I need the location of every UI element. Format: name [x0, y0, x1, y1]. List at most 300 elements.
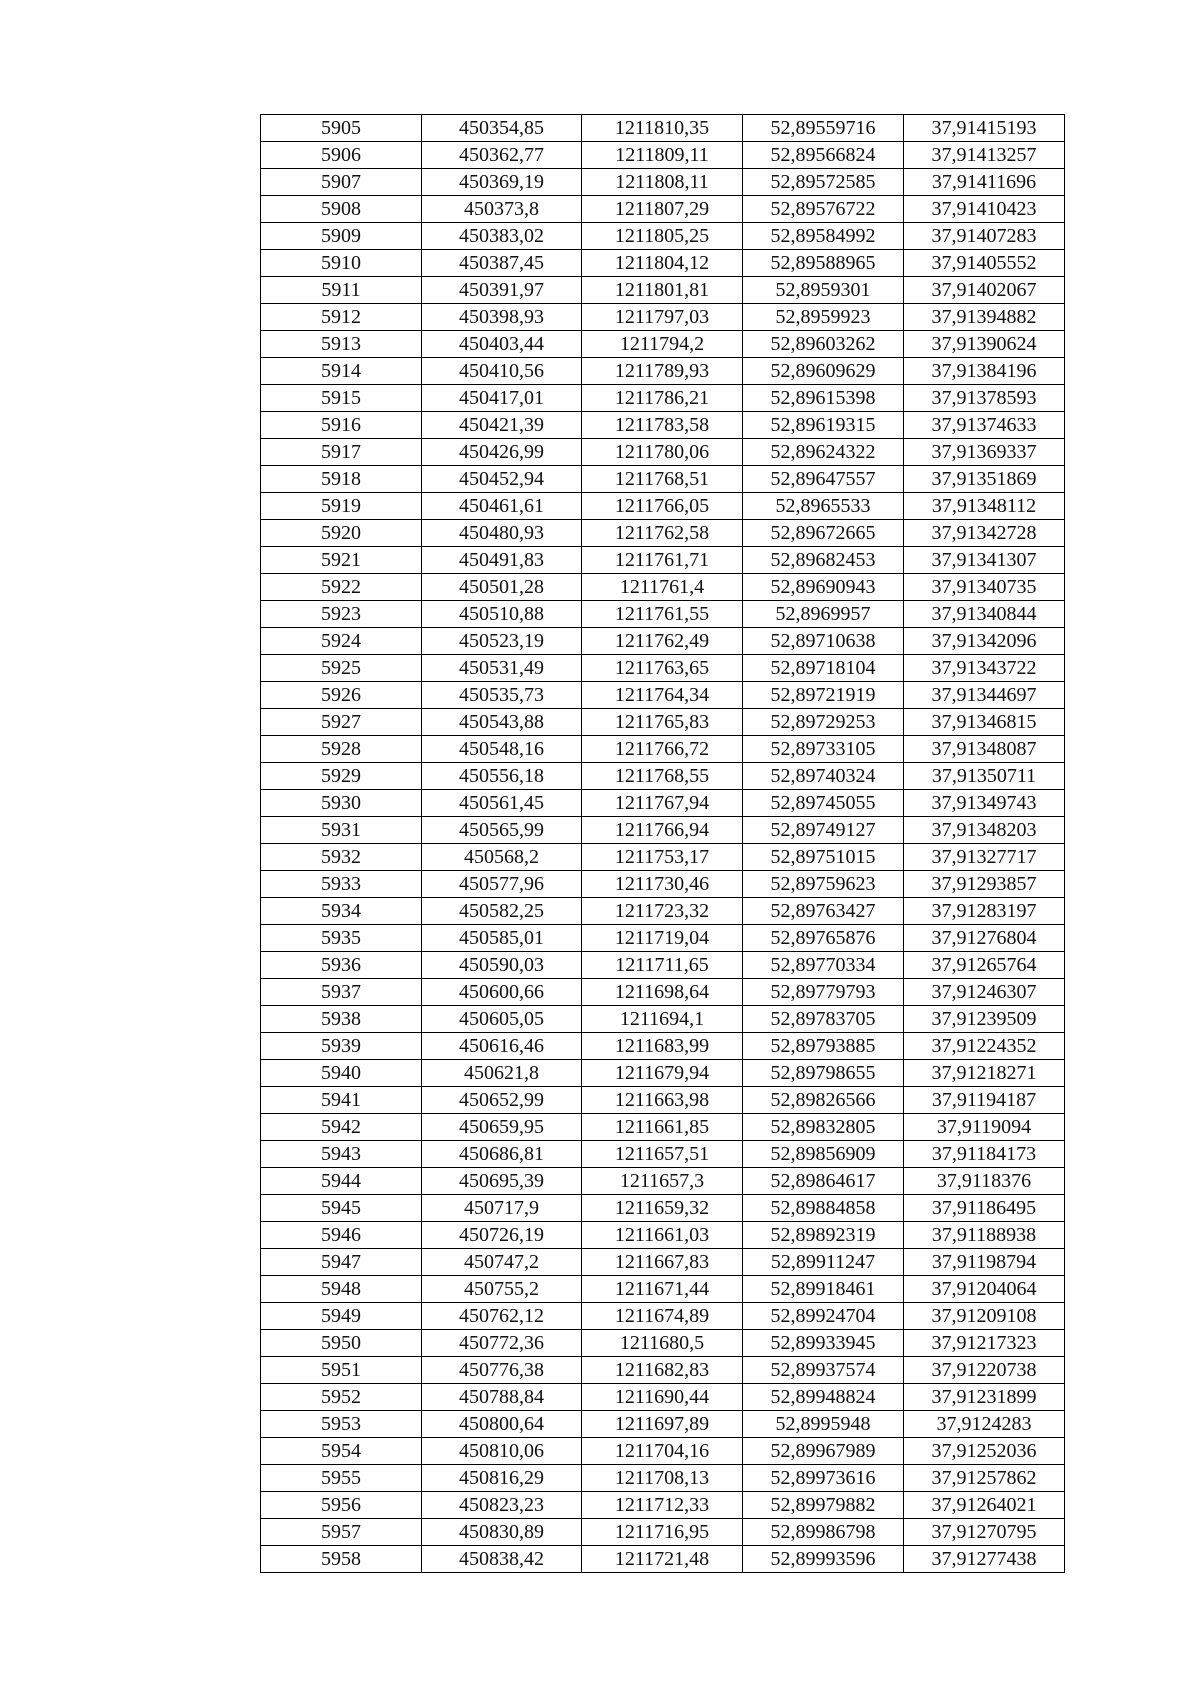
table-row — [261, 412, 1065, 439]
longitude-cell: 37,91231899 — [904, 1384, 1065, 1411]
latitude-cell: 52,89729253 — [743, 709, 904, 736]
longitude-cell: 37,91327717 — [904, 844, 1065, 871]
table-row — [261, 547, 1065, 574]
latitude-cell: 52,8995948 — [743, 1411, 904, 1438]
point-number-cell: 5915 — [261, 385, 422, 412]
table-row — [261, 1438, 1065, 1465]
latitude-cell: 52,89918461 — [743, 1276, 904, 1303]
latitude-cell: 52,89933945 — [743, 1330, 904, 1357]
y-coordinate-cell: 1211697,89 — [582, 1411, 743, 1438]
x-coordinate-cell: 450535,73 — [422, 682, 582, 709]
point-number-cell: 5929 — [261, 763, 422, 790]
point-number-cell: 5908 — [261, 196, 422, 223]
latitude-cell: 52,89682453 — [743, 547, 904, 574]
longitude-cell: 37,91277438 — [904, 1546, 1065, 1573]
point-number-cell: 5938 — [261, 1006, 422, 1033]
table-row — [261, 1087, 1065, 1114]
table-row — [261, 628, 1065, 655]
table-row — [261, 1060, 1065, 1087]
point-number-cell: 5924 — [261, 628, 422, 655]
table-row — [261, 169, 1065, 196]
longitude-cell: 37,91188938 — [904, 1222, 1065, 1249]
x-coordinate-cell: 450421,39 — [422, 412, 582, 439]
point-number-cell: 5943 — [261, 1141, 422, 1168]
longitude-cell: 37,91402067 — [904, 277, 1065, 304]
y-coordinate-cell: 1211711,65 — [582, 952, 743, 979]
table-row — [261, 1546, 1065, 1573]
longitude-cell: 37,91343722 — [904, 655, 1065, 682]
table-row — [261, 196, 1065, 223]
point-number-cell: 5930 — [261, 790, 422, 817]
longitude-cell: 37,91257862 — [904, 1465, 1065, 1492]
longitude-cell: 37,91276804 — [904, 925, 1065, 952]
longitude-cell: 37,91265764 — [904, 952, 1065, 979]
x-coordinate-cell: 450410,56 — [422, 358, 582, 385]
x-coordinate-cell: 450582,25 — [422, 898, 582, 925]
table-row — [261, 439, 1065, 466]
point-number-cell: 5905 — [261, 115, 422, 142]
y-coordinate-cell: 1211704,16 — [582, 1438, 743, 1465]
x-coordinate-cell: 450501,28 — [422, 574, 582, 601]
x-coordinate-cell: 450810,06 — [422, 1438, 582, 1465]
latitude-cell: 52,89759623 — [743, 871, 904, 898]
longitude-cell: 37,91374633 — [904, 412, 1065, 439]
x-coordinate-cell: 450354,85 — [422, 115, 582, 142]
longitude-cell: 37,91348203 — [904, 817, 1065, 844]
y-coordinate-cell: 1211719,04 — [582, 925, 743, 952]
y-coordinate-cell: 1211764,34 — [582, 682, 743, 709]
point-number-cell: 5950 — [261, 1330, 422, 1357]
point-number-cell: 5952 — [261, 1384, 422, 1411]
point-number-cell: 5945 — [261, 1195, 422, 1222]
longitude-cell: 37,91194187 — [904, 1087, 1065, 1114]
x-coordinate-cell: 450776,38 — [422, 1357, 582, 1384]
point-number-cell: 5922 — [261, 574, 422, 601]
table-row — [261, 1114, 1065, 1141]
table-row — [261, 898, 1065, 925]
longitude-cell: 37,91270795 — [904, 1519, 1065, 1546]
point-number-cell: 5916 — [261, 412, 422, 439]
y-coordinate-cell: 1211761,71 — [582, 547, 743, 574]
longitude-cell: 37,91344697 — [904, 682, 1065, 709]
x-coordinate-cell: 450531,49 — [422, 655, 582, 682]
y-coordinate-cell: 1211663,98 — [582, 1087, 743, 1114]
table-row — [261, 1519, 1065, 1546]
table-row — [261, 115, 1065, 142]
longitude-cell: 37,91209108 — [904, 1303, 1065, 1330]
y-coordinate-cell: 1211761,55 — [582, 601, 743, 628]
table-row — [261, 925, 1065, 952]
point-number-cell: 5953 — [261, 1411, 422, 1438]
x-coordinate-cell: 450426,99 — [422, 439, 582, 466]
point-number-cell: 5958 — [261, 1546, 422, 1573]
table-row — [261, 1465, 1065, 1492]
point-number-cell: 5925 — [261, 655, 422, 682]
table-row — [261, 304, 1065, 331]
y-coordinate-cell: 1211721,48 — [582, 1546, 743, 1573]
latitude-cell: 52,89793885 — [743, 1033, 904, 1060]
latitude-cell: 52,89566824 — [743, 142, 904, 169]
latitude-cell: 52,89740324 — [743, 763, 904, 790]
longitude-cell: 37,91350711 — [904, 763, 1065, 790]
y-coordinate-cell: 1211694,1 — [582, 1006, 743, 1033]
point-number-cell: 5939 — [261, 1033, 422, 1060]
y-coordinate-cell: 1211753,17 — [582, 844, 743, 871]
point-number-cell: 5954 — [261, 1438, 422, 1465]
table-row — [261, 682, 1065, 709]
latitude-cell: 52,89911247 — [743, 1249, 904, 1276]
longitude-cell: 37,91411696 — [904, 169, 1065, 196]
latitude-cell: 52,8965533 — [743, 493, 904, 520]
y-coordinate-cell: 1211801,81 — [582, 277, 743, 304]
y-coordinate-cell: 1211805,25 — [582, 223, 743, 250]
y-coordinate-cell: 1211657,51 — [582, 1141, 743, 1168]
x-coordinate-cell: 450717,9 — [422, 1195, 582, 1222]
point-number-cell: 5909 — [261, 223, 422, 250]
longitude-cell: 37,9118376 — [904, 1168, 1065, 1195]
x-coordinate-cell: 450491,83 — [422, 547, 582, 574]
x-coordinate-cell: 450398,93 — [422, 304, 582, 331]
x-coordinate-cell: 450565,99 — [422, 817, 582, 844]
latitude-cell: 52,89749127 — [743, 817, 904, 844]
point-number-cell: 5956 — [261, 1492, 422, 1519]
x-coordinate-cell: 450480,93 — [422, 520, 582, 547]
latitude-cell: 52,89973616 — [743, 1465, 904, 1492]
longitude-cell: 37,91220738 — [904, 1357, 1065, 1384]
longitude-cell: 37,91342096 — [904, 628, 1065, 655]
table-row — [261, 223, 1065, 250]
latitude-cell: 52,89603262 — [743, 331, 904, 358]
point-number-cell: 5941 — [261, 1087, 422, 1114]
latitude-cell: 52,8969957 — [743, 601, 904, 628]
y-coordinate-cell: 1211767,94 — [582, 790, 743, 817]
longitude-cell: 37,91224352 — [904, 1033, 1065, 1060]
point-number-cell: 5917 — [261, 439, 422, 466]
point-number-cell: 5918 — [261, 466, 422, 493]
y-coordinate-cell: 1211708,13 — [582, 1465, 743, 1492]
latitude-cell: 52,89672665 — [743, 520, 904, 547]
x-coordinate-cell: 450788,84 — [422, 1384, 582, 1411]
point-number-cell: 5948 — [261, 1276, 422, 1303]
table-row — [261, 1330, 1065, 1357]
y-coordinate-cell: 1211761,4 — [582, 574, 743, 601]
x-coordinate-cell: 450686,81 — [422, 1141, 582, 1168]
longitude-cell: 37,91390624 — [904, 331, 1065, 358]
latitude-cell: 52,89826566 — [743, 1087, 904, 1114]
x-coordinate-cell: 450652,99 — [422, 1087, 582, 1114]
latitude-cell: 52,89798655 — [743, 1060, 904, 1087]
longitude-cell: 37,91246307 — [904, 979, 1065, 1006]
longitude-cell: 37,91283197 — [904, 898, 1065, 925]
latitude-cell: 52,89733105 — [743, 736, 904, 763]
table-row — [261, 142, 1065, 169]
point-number-cell: 5931 — [261, 817, 422, 844]
y-coordinate-cell: 1211659,32 — [582, 1195, 743, 1222]
x-coordinate-cell: 450543,88 — [422, 709, 582, 736]
point-number-cell: 5910 — [261, 250, 422, 277]
table-row — [261, 1141, 1065, 1168]
y-coordinate-cell: 1211766,72 — [582, 736, 743, 763]
y-coordinate-cell: 1211809,11 — [582, 142, 743, 169]
x-coordinate-cell: 450800,64 — [422, 1411, 582, 1438]
x-coordinate-cell: 450556,18 — [422, 763, 582, 790]
y-coordinate-cell: 1211682,83 — [582, 1357, 743, 1384]
latitude-cell: 52,89745055 — [743, 790, 904, 817]
x-coordinate-cell: 450621,8 — [422, 1060, 582, 1087]
longitude-cell: 37,9124283 — [904, 1411, 1065, 1438]
point-number-cell: 5942 — [261, 1114, 422, 1141]
x-coordinate-cell: 450585,01 — [422, 925, 582, 952]
x-coordinate-cell: 450452,94 — [422, 466, 582, 493]
latitude-cell: 52,89979882 — [743, 1492, 904, 1519]
table-row — [261, 979, 1065, 1006]
point-number-cell: 5921 — [261, 547, 422, 574]
table-row — [261, 1303, 1065, 1330]
latitude-cell: 52,89559716 — [743, 115, 904, 142]
point-number-cell: 5955 — [261, 1465, 422, 1492]
y-coordinate-cell: 1211671,44 — [582, 1276, 743, 1303]
x-coordinate-cell: 450605,05 — [422, 1006, 582, 1033]
table-row — [261, 520, 1065, 547]
latitude-cell: 52,89588965 — [743, 250, 904, 277]
x-coordinate-cell: 450695,39 — [422, 1168, 582, 1195]
y-coordinate-cell: 1211657,3 — [582, 1168, 743, 1195]
y-coordinate-cell: 1211712,33 — [582, 1492, 743, 1519]
latitude-cell: 52,89751015 — [743, 844, 904, 871]
point-number-cell: 5914 — [261, 358, 422, 385]
table-row — [261, 817, 1065, 844]
point-number-cell: 5957 — [261, 1519, 422, 1546]
latitude-cell: 52,89892319 — [743, 1222, 904, 1249]
y-coordinate-cell: 1211762,58 — [582, 520, 743, 547]
point-number-cell: 5933 — [261, 871, 422, 898]
x-coordinate-cell: 450369,19 — [422, 169, 582, 196]
y-coordinate-cell: 1211680,5 — [582, 1330, 743, 1357]
longitude-cell: 37,91293857 — [904, 871, 1065, 898]
table-row — [261, 1168, 1065, 1195]
latitude-cell: 52,89615398 — [743, 385, 904, 412]
point-number-cell: 5912 — [261, 304, 422, 331]
latitude-cell: 52,89856909 — [743, 1141, 904, 1168]
longitude-cell: 37,91351869 — [904, 466, 1065, 493]
table-row — [261, 277, 1065, 304]
x-coordinate-cell: 450838,42 — [422, 1546, 582, 1573]
latitude-cell: 52,89619315 — [743, 412, 904, 439]
y-coordinate-cell: 1211679,94 — [582, 1060, 743, 1087]
table-row — [261, 1006, 1065, 1033]
y-coordinate-cell: 1211804,12 — [582, 250, 743, 277]
coordinates-table-body — [261, 115, 1065, 1573]
latitude-cell: 52,89690943 — [743, 574, 904, 601]
longitude-cell: 37,91340844 — [904, 601, 1065, 628]
latitude-cell: 52,89609629 — [743, 358, 904, 385]
table-row — [261, 1357, 1065, 1384]
x-coordinate-cell: 450387,45 — [422, 250, 582, 277]
x-coordinate-cell: 450747,2 — [422, 1249, 582, 1276]
x-coordinate-cell: 450461,61 — [422, 493, 582, 520]
longitude-cell: 37,91407283 — [904, 223, 1065, 250]
y-coordinate-cell: 1211797,03 — [582, 304, 743, 331]
latitude-cell: 52,89924704 — [743, 1303, 904, 1330]
point-number-cell: 5919 — [261, 493, 422, 520]
latitude-cell: 52,89710638 — [743, 628, 904, 655]
table-row — [261, 790, 1065, 817]
longitude-cell: 37,91252036 — [904, 1438, 1065, 1465]
x-coordinate-cell: 450823,23 — [422, 1492, 582, 1519]
y-coordinate-cell: 1211808,11 — [582, 169, 743, 196]
longitude-cell: 37,91342728 — [904, 520, 1065, 547]
y-coordinate-cell: 1211661,85 — [582, 1114, 743, 1141]
table-row — [261, 385, 1065, 412]
y-coordinate-cell: 1211690,44 — [582, 1384, 743, 1411]
y-coordinate-cell: 1211683,99 — [582, 1033, 743, 1060]
table-row — [261, 1222, 1065, 1249]
latitude-cell: 52,89783705 — [743, 1006, 904, 1033]
longitude-cell: 37,91378593 — [904, 385, 1065, 412]
longitude-cell: 37,91348087 — [904, 736, 1065, 763]
latitude-cell: 52,89770334 — [743, 952, 904, 979]
table-row — [261, 358, 1065, 385]
point-number-cell: 5923 — [261, 601, 422, 628]
longitude-cell: 37,91349743 — [904, 790, 1065, 817]
y-coordinate-cell: 1211762,49 — [582, 628, 743, 655]
longitude-cell: 37,91184173 — [904, 1141, 1065, 1168]
y-coordinate-cell: 1211768,55 — [582, 763, 743, 790]
table-row — [261, 601, 1065, 628]
table-row — [261, 655, 1065, 682]
point-number-cell: 5934 — [261, 898, 422, 925]
x-coordinate-cell: 450590,03 — [422, 952, 582, 979]
table-row — [261, 1195, 1065, 1222]
point-number-cell: 5936 — [261, 952, 422, 979]
table-row — [261, 493, 1065, 520]
longitude-cell: 37,91410423 — [904, 196, 1065, 223]
y-coordinate-cell: 1211794,2 — [582, 331, 743, 358]
point-number-cell: 5937 — [261, 979, 422, 1006]
table-row — [261, 736, 1065, 763]
table-row — [261, 952, 1065, 979]
y-coordinate-cell: 1211766,94 — [582, 817, 743, 844]
y-coordinate-cell: 1211674,89 — [582, 1303, 743, 1330]
latitude-cell: 52,89576722 — [743, 196, 904, 223]
point-number-cell: 5947 — [261, 1249, 422, 1276]
longitude-cell: 37,91218271 — [904, 1060, 1065, 1087]
x-coordinate-cell: 450548,16 — [422, 736, 582, 763]
x-coordinate-cell: 450383,02 — [422, 223, 582, 250]
y-coordinate-cell: 1211768,51 — [582, 466, 743, 493]
table-row — [261, 1492, 1065, 1519]
longitude-cell: 37,91415193 — [904, 115, 1065, 142]
point-number-cell: 5940 — [261, 1060, 422, 1087]
point-number-cell: 5907 — [261, 169, 422, 196]
longitude-cell: 37,91384196 — [904, 358, 1065, 385]
y-coordinate-cell: 1211716,95 — [582, 1519, 743, 1546]
x-coordinate-cell: 450403,44 — [422, 331, 582, 358]
x-coordinate-cell: 450568,2 — [422, 844, 582, 871]
x-coordinate-cell: 450417,01 — [422, 385, 582, 412]
x-coordinate-cell: 450616,46 — [422, 1033, 582, 1060]
latitude-cell: 52,89967989 — [743, 1438, 904, 1465]
table-row — [261, 709, 1065, 736]
x-coordinate-cell: 450510,88 — [422, 601, 582, 628]
longitude-cell: 37,91369337 — [904, 439, 1065, 466]
point-number-cell: 5913 — [261, 331, 422, 358]
y-coordinate-cell: 1211780,06 — [582, 439, 743, 466]
latitude-cell: 52,89572585 — [743, 169, 904, 196]
point-number-cell: 5944 — [261, 1168, 422, 1195]
table-row — [261, 1411, 1065, 1438]
point-number-cell: 5949 — [261, 1303, 422, 1330]
x-coordinate-cell: 450523,19 — [422, 628, 582, 655]
x-coordinate-cell: 450659,95 — [422, 1114, 582, 1141]
x-coordinate-cell: 450600,66 — [422, 979, 582, 1006]
point-number-cell: 5928 — [261, 736, 422, 763]
table-row — [261, 871, 1065, 898]
point-number-cell: 5935 — [261, 925, 422, 952]
latitude-cell: 52,89884858 — [743, 1195, 904, 1222]
point-number-cell: 5932 — [261, 844, 422, 871]
latitude-cell: 52,8959923 — [743, 304, 904, 331]
table-row — [261, 763, 1065, 790]
latitude-cell: 52,89718104 — [743, 655, 904, 682]
latitude-cell: 52,89937574 — [743, 1357, 904, 1384]
x-coordinate-cell: 450830,89 — [422, 1519, 582, 1546]
y-coordinate-cell: 1211807,29 — [582, 196, 743, 223]
longitude-cell: 37,9119094 — [904, 1114, 1065, 1141]
y-coordinate-cell: 1211661,03 — [582, 1222, 743, 1249]
y-coordinate-cell: 1211789,93 — [582, 358, 743, 385]
x-coordinate-cell: 450373,8 — [422, 196, 582, 223]
latitude-cell: 52,89986798 — [743, 1519, 904, 1546]
latitude-cell: 52,89584992 — [743, 223, 904, 250]
latitude-cell: 52,89832805 — [743, 1114, 904, 1141]
longitude-cell: 37,91405552 — [904, 250, 1065, 277]
y-coordinate-cell: 1211723,32 — [582, 898, 743, 925]
table-row — [261, 250, 1065, 277]
latitude-cell: 52,89624322 — [743, 439, 904, 466]
y-coordinate-cell: 1211786,21 — [582, 385, 743, 412]
longitude-cell: 37,91413257 — [904, 142, 1065, 169]
longitude-cell: 37,91341307 — [904, 547, 1065, 574]
longitude-cell: 37,91204064 — [904, 1276, 1065, 1303]
point-number-cell: 5926 — [261, 682, 422, 709]
point-number-cell: 5951 — [261, 1357, 422, 1384]
table-row — [261, 844, 1065, 871]
x-coordinate-cell: 450561,45 — [422, 790, 582, 817]
x-coordinate-cell: 450772,36 — [422, 1330, 582, 1357]
latitude-cell: 52,89763427 — [743, 898, 904, 925]
y-coordinate-cell: 1211765,83 — [582, 709, 743, 736]
latitude-cell: 52,89993596 — [743, 1546, 904, 1573]
point-number-cell: 5906 — [261, 142, 422, 169]
coordinates-table — [260, 114, 1065, 1573]
longitude-cell: 37,91394882 — [904, 304, 1065, 331]
table-row — [261, 1033, 1065, 1060]
latitude-cell: 52,89765876 — [743, 925, 904, 952]
point-number-cell: 5920 — [261, 520, 422, 547]
table-row — [261, 1249, 1065, 1276]
latitude-cell: 52,89721919 — [743, 682, 904, 709]
x-coordinate-cell: 450577,96 — [422, 871, 582, 898]
longitude-cell: 37,91217323 — [904, 1330, 1065, 1357]
table-row — [261, 1276, 1065, 1303]
latitude-cell: 52,89948824 — [743, 1384, 904, 1411]
x-coordinate-cell: 450816,29 — [422, 1465, 582, 1492]
latitude-cell: 52,89864617 — [743, 1168, 904, 1195]
y-coordinate-cell: 1211763,65 — [582, 655, 743, 682]
y-coordinate-cell: 1211783,58 — [582, 412, 743, 439]
table-row — [261, 331, 1065, 358]
